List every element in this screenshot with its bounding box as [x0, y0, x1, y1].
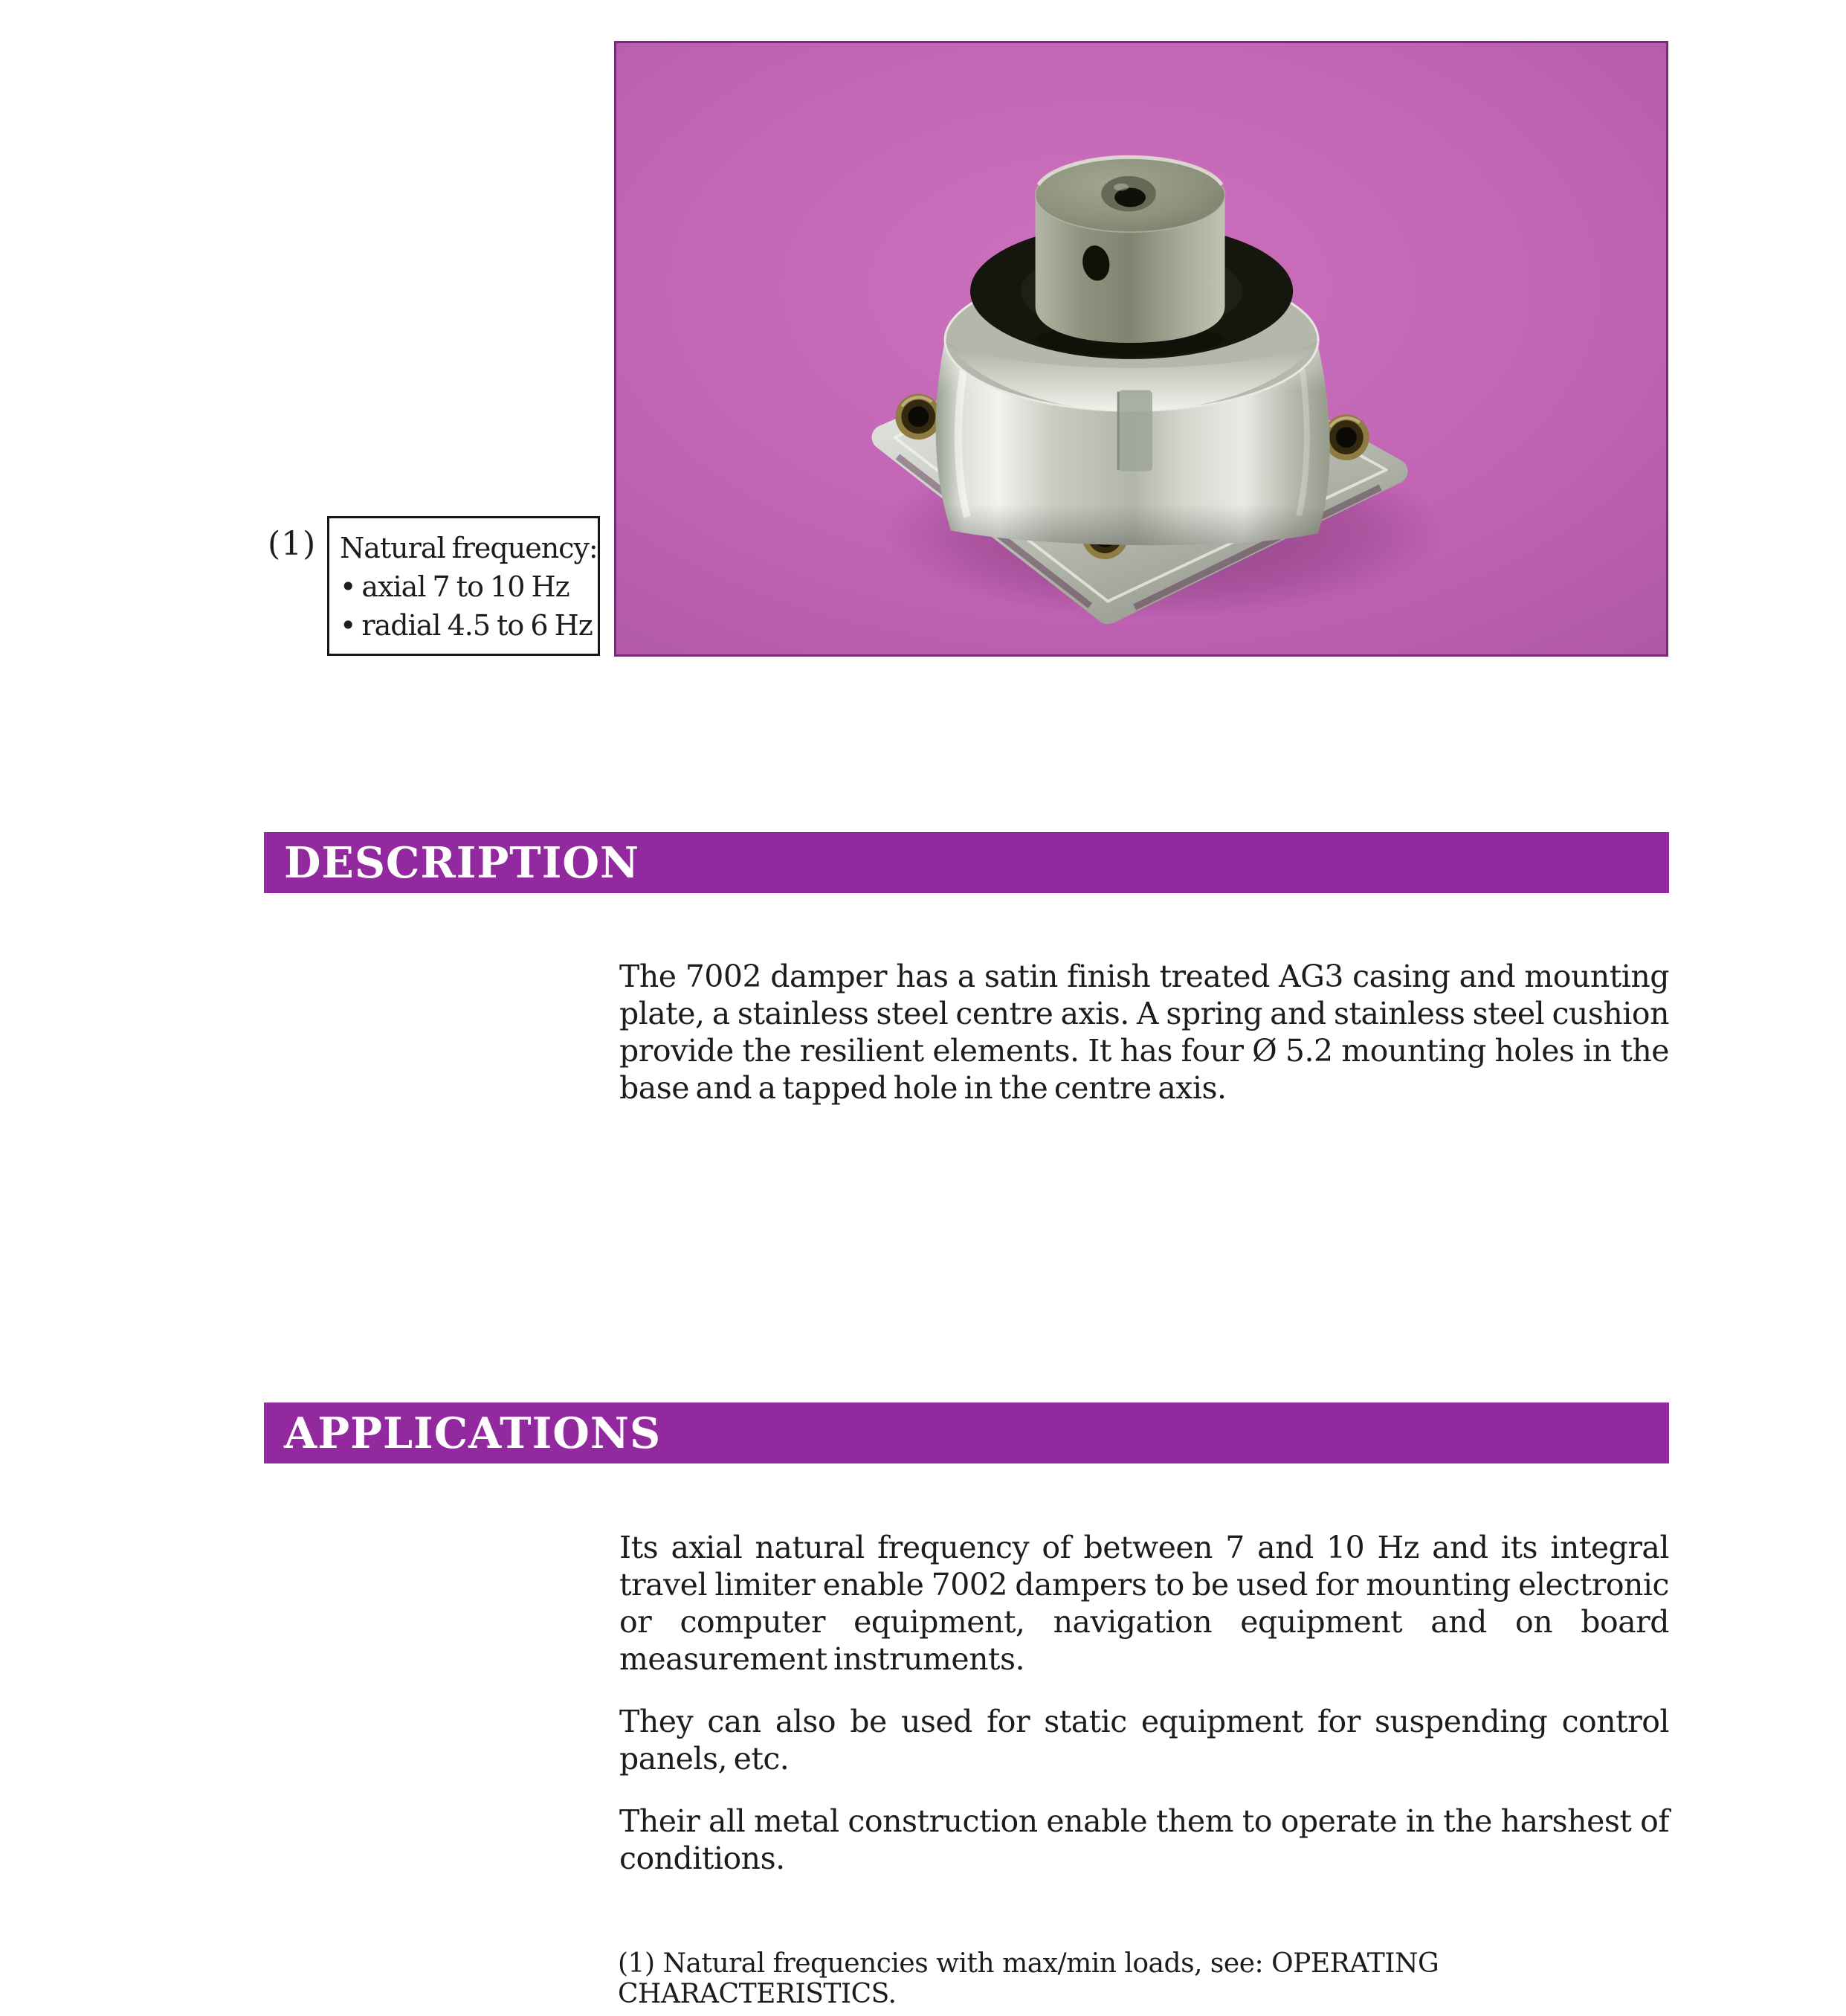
description-heading: DESCRIPTION: [284, 838, 640, 888]
note-title: Natural frequency:: [340, 532, 598, 564]
bullet-icon: •: [340, 570, 356, 603]
description-text: [619, 958, 1669, 1107]
note-item-axial: [340, 567, 598, 606]
damper-illustration: [616, 43, 1666, 654]
applications-paragraph: Their all metal construction enable them to operate in the harshest of conditions.: [619, 1803, 1669, 1876]
bullet-icon: •: [340, 609, 356, 642]
applications-text: [619, 1529, 1669, 1877]
note-item-label: axial 7 to 10 Hz: [361, 570, 569, 603]
applications-section-bar: [264, 1402, 1669, 1463]
product-photo: [614, 41, 1668, 657]
applications-heading: APPLICATIONS: [284, 1408, 662, 1458]
note-item-radial: [340, 606, 598, 645]
applications-paragraph: Its axial natural frequency of between 7 and 10 Hz and its integral travel limiter enable 7002 dampers to be used for mounting electronic or computer equipment, navigation equipment and on board measurement instruments.: [619, 1530, 1669, 1677]
applications-paragraph: They can also be used for static equipment for suspending control panels, etc.: [619, 1704, 1669, 1777]
note-item-label: radial 4.5 to 6 Hz: [361, 609, 593, 642]
footnote: (1) Natural frequencies with max/min loads, see: OPERATING CHARACTERISTICS.: [618, 1948, 1439, 2009]
note-marker: (1): [268, 525, 317, 563]
description-paragraph: The 7002 damper has a satin finish treated AG3 casing and mounting plate, a stainless steel centre axis. A spring and stainless steel cushion provide the resilient elements. It has four Ø 5.2 mounting holes in the base and a tapped hole in the centre axis.: [619, 959, 1669, 1106]
natural-frequency-note-box: [327, 516, 600, 656]
damper-centre-cap: [1036, 157, 1225, 343]
description-section-bar: [264, 832, 1669, 893]
